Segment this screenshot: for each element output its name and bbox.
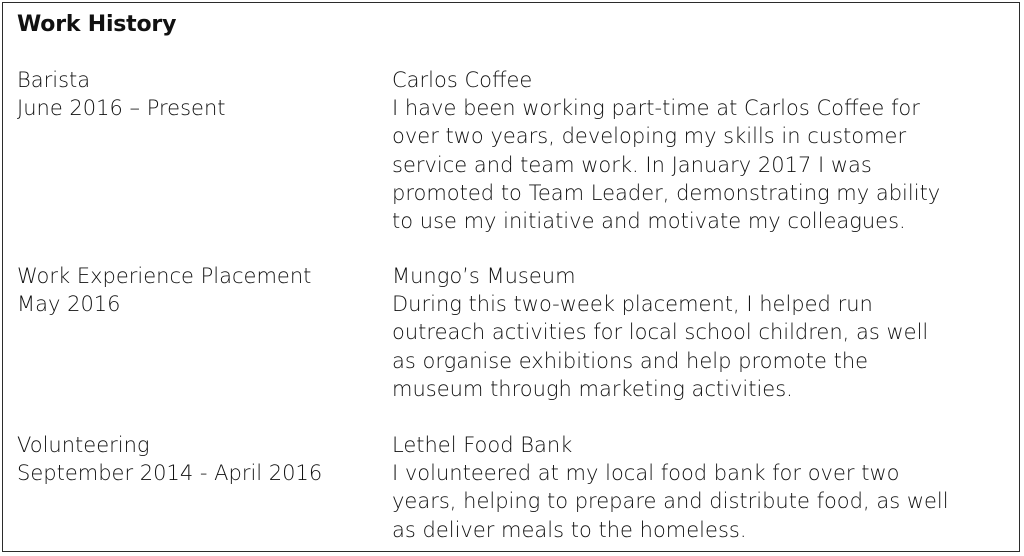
job-description-line: promoted to Team Leader, demonstrating my ability [392, 180, 941, 205]
job-description-line: I volunteered at my local food bank for over two [392, 461, 900, 486]
work-history-box [2, 2, 1020, 552]
job-description-line: to use my initiative and motivate my colleagues. [392, 209, 906, 234]
employer-name: Lethel Food Bank [392, 433, 573, 457]
entry-meta [17, 66, 377, 122]
entry-details [392, 66, 1014, 235]
job-dates: September 2014 - April 2016 [17, 461, 323, 485]
entry-meta [17, 431, 377, 487]
job-description-line: service and team work. In January 2017 I was [392, 152, 872, 177]
entry-details [392, 431, 1014, 544]
section-title: Work History [17, 12, 177, 37]
job-description-line: over two years, developing my skills in customer [392, 124, 907, 149]
job-dates: May 2016 [17, 292, 121, 316]
job-title: Barista [17, 68, 91, 92]
employer-name: Mungo’s Museum [392, 264, 576, 288]
job-description-line: outreach activities for local school children, as well [392, 320, 929, 345]
job-description-line: museum through marketing activities. [392, 376, 793, 401]
entry-meta [17, 262, 377, 318]
employer-name: Carlos Coffee [392, 68, 533, 92]
job-description-line: I have been working part-time at Carlos Coffee for [392, 96, 920, 121]
job-title: Volunteering [17, 433, 150, 457]
job-dates: June 2016 – Present [17, 96, 226, 120]
job-description-line: as deliver meals to the homeless. [392, 517, 747, 542]
entry-details [392, 262, 1014, 403]
job-description-line: as organise exhibitions and help promote the [392, 348, 869, 373]
job-description-line: During this two-week placement, I helped run [392, 292, 873, 317]
job-description-line: years, helping to prepare and distribute food, as well [392, 489, 949, 514]
job-title: Work Experience Placement [17, 264, 312, 288]
